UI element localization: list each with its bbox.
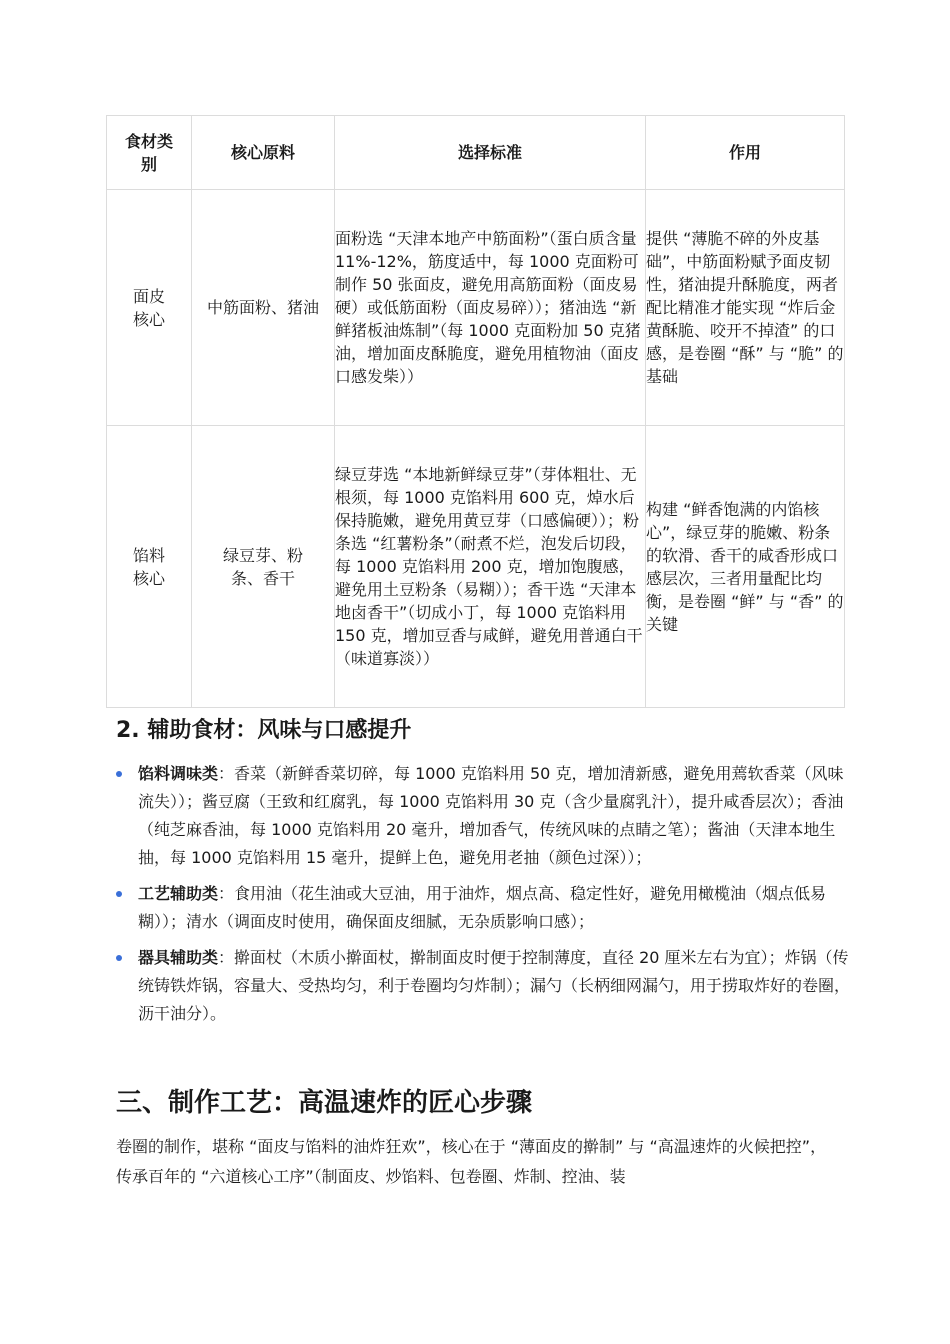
cell-materials: 绿豆芽、粉条、香干 [192,426,335,708]
list-item-text: ：食用油（花生油或大豆油，用于油炸，烟点高、稳定性好，避免用橄榄油（烟点低易糊））；清水（调面皮时使用，确保面皮细腻，无杂质影响口感）； [138,884,827,931]
header-effect: 作用 [646,116,845,190]
list-item [116,944,856,1028]
header-standard: 选择标准 [335,116,646,190]
cell-materials: 中筋面粉、猪油 [192,190,335,426]
cell-standard: 绿豆芽选 “本地新鲜绿豆芽”（芽体粗壮、无根须，每 1000 克馅料用 600 克，焯水后保持脆嫩，避免用黄豆芽（口感偏硬））；粉条选 “红薯粉条”（耐煮不烂，泡发后切段，每 1000 克馅料用 200 克，增加饱腹感，避免用土豆粉条（易糊））；香干选 “天津本地卤香干”（切成小丁，每 1000 克馅料用 150 克，增加豆香与咸鲜，避免用普通白干（味道寡淡）） [335,426,646,708]
bullet-dot-icon [116,891,122,897]
cell-category: 馅料核心 [107,426,192,708]
list-item-text: ：香菜（新鲜香菜切碎，每 1000 克馅料用 50 克，增加清新感，避免用蔫软香菜（风味流失））；酱豆腐（王致和红腐乳，每 1000 克馅料用 30 克（含少量腐乳汁），提升咸香层次）；香油（纯芝麻香油，每 1000 克馅料用 20 毫升，增加香气，传统风味的点睛之笔）；酱油（天津本地生抽，每 1000 克馅料用 15 毫升，提鲜上色，避免用老抽（颜色过深））； [138,764,844,867]
header-category: 食材类别 [107,116,192,190]
table-row [107,190,845,426]
bullet-dot-icon [116,771,122,777]
cell-standard: 面粉选 “天津本地产中筋面粉”（蛋白质含量 11%-12%，筋度适中，每 1000 克面粉可制作 50 张面皮，避免用高筋面粉（面皮易硬）或低筋面粉（面皮易碎））；猪油选 “新鲜猪板油炼制”（每 1000 克面粉加 50 克猪油，增加面皮酥脆度，避免用植物油（面皮口感发柴）） [335,190,646,426]
section-heading: 三、制作工艺：高温速炸的匠心步骤 [116,1088,533,1118]
cell-category: 面皮核心 [107,190,192,426]
cell-effect: 构建 “鲜香饱满的内馅核心”，绿豆芽的脆嫩、粉条的软滑、香干的咸香形成口感层次，三者用量配比均衡，是卷圈 “鲜” 与 “香” 的关键 [646,426,845,708]
ingredients-table [106,115,845,708]
aux-ingredients-list [116,760,856,1036]
header-materials: 核心原料 [192,116,335,190]
list-item-text: ：擀面杖（木质小擀面杖，擀制面皮时便于控制薄度，直径 20 厘米左右为宜）；炸锅（传统铸铁炸锅，容量大、受热均匀，利于卷圈均匀炸制）；漏勺（长柄细网漏勺，用于捞取炸好的卷圈，沥干油分）。 [138,948,851,1023]
aux-ingredients-heading: 2. 辅助食材：风味与口感提升 [116,718,412,743]
cell-effect: 提供 “薄脆不碎的外皮基础”，中筋面粉赋予面皮韧性，猪油提升酥脆度，两者配比精准才能实现 “炸后金黄酥脆、咬开不掉渣” 的口感，是卷圈 “酥” 与 “脆” 的基础 [646,190,845,426]
intro-paragraph: 卷圈的制作，堪称 “面皮与馅料的油炸狂欢”，核心在于 “薄面皮的擀制” 与 “高温速炸的火候把控”，传承百年的 “六道核心工序”（制面皮、炒馅料、包卷圈、炸制、控油、装 [116,1137,827,1186]
list-item-label: 工艺辅助类 [138,884,219,903]
list-item [116,880,856,936]
list-item-label: 馅料调味类 [138,764,219,783]
table-header-row [107,116,845,190]
table-row [107,426,845,708]
bullet-dot-icon [116,955,122,961]
list-item [116,760,856,872]
list-item-label: 器具辅助类 [138,948,219,967]
